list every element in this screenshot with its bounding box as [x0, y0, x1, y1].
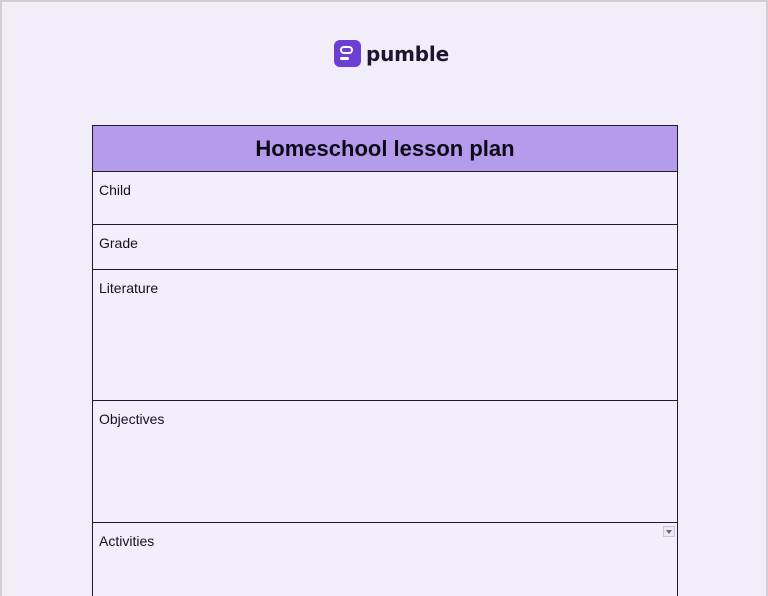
pumble-logo-icon	[334, 40, 361, 67]
row-label-grade: Grade	[99, 235, 138, 251]
row-child[interactable]	[93, 172, 677, 225]
chevron-down-icon[interactable]	[663, 526, 675, 537]
row-label-child: Child	[99, 182, 131, 198]
lesson-plan-table	[92, 125, 678, 596]
row-objectives[interactable]	[93, 401, 677, 523]
row-activities[interactable]	[93, 523, 677, 596]
document-page	[2, 2, 766, 596]
row-label-activities: Activities	[99, 533, 155, 549]
row-grade[interactable]	[93, 225, 677, 270]
row-literature[interactable]	[93, 270, 677, 401]
plan-title: Homeschool lesson plan	[93, 126, 677, 172]
row-label-literature: Literature	[99, 280, 159, 296]
row-label-objectives: Objectives	[99, 411, 165, 427]
pumble-logo	[334, 40, 449, 67]
brand-name: pumble	[366, 41, 449, 66]
